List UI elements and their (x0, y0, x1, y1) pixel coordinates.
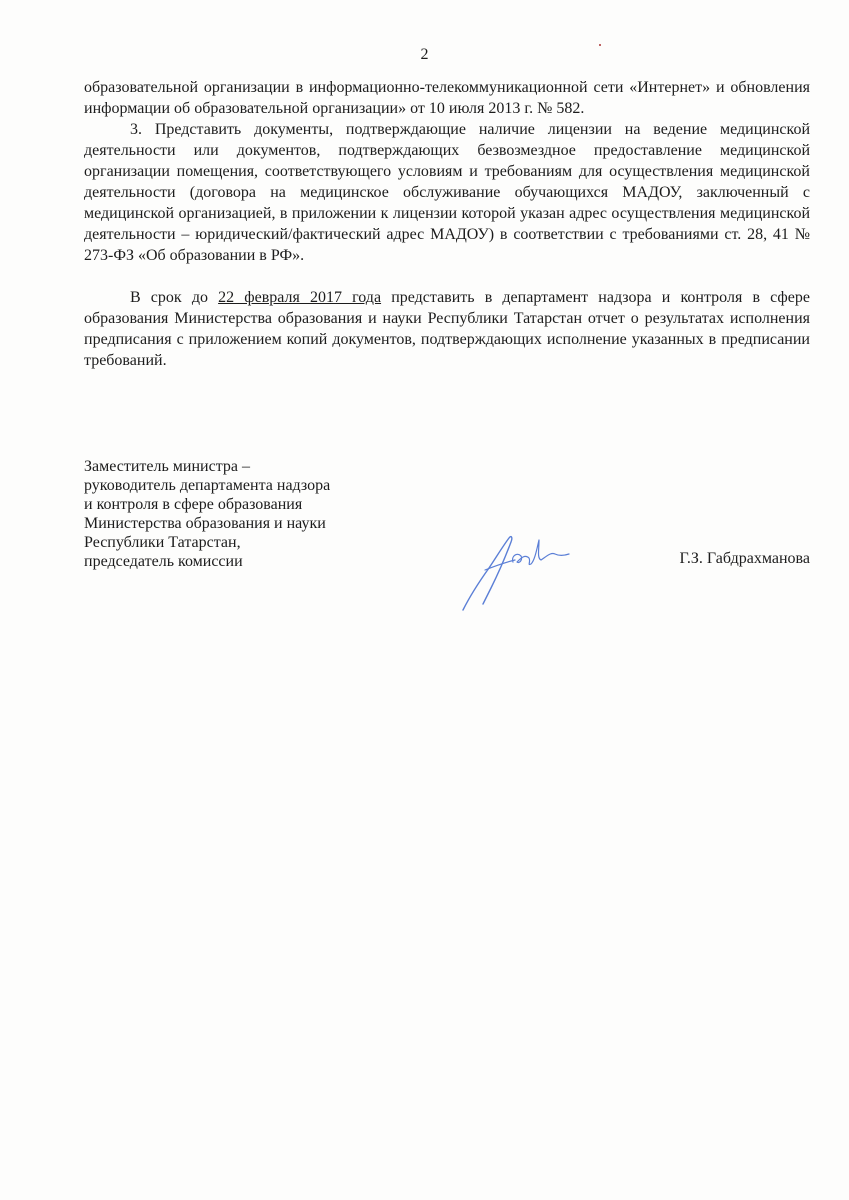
paragraph-deadline (84, 287, 810, 371)
signatory-title-line: руководитель департамента надзора (84, 477, 331, 494)
signature-stroke (463, 537, 512, 610)
signatory-name: Г.З. Габдрахманова (679, 550, 810, 567)
ink-speck (599, 44, 601, 46)
handwritten-signature (455, 526, 575, 616)
deadline-date: 22 февраля 2017 года (218, 289, 382, 306)
signatory-title-line: и контроля в сфере образования (84, 496, 303, 513)
page-number: 2 (420, 46, 429, 63)
deadline-rest: представить в департамент надзора и контроля в сфере образования Министерства образования и науки Республики Татарстан отчет о результатах исполнения предписания с приложением копий документов, подтверждающих исполнение указанных в предписании требований. (84, 289, 811, 369)
deadline-prefix: В срок до (130, 289, 219, 306)
signatory-title-line: Республики Татарстан, (84, 534, 241, 551)
signatory-title-line: Министерства образования и науки (84, 515, 326, 532)
signatory-title-line: Заместитель министра – (84, 458, 250, 475)
paragraph-continuation: образовательной организации в информационно-телекоммуникационной сети «Интернет» и обновления информации об образовательной организации» от 10 июля 2013 г. № 582. (84, 79, 810, 117)
paragraph-item-3: 3. Представить документы, подтверждающие наличие лицензии на ведение медицинской деятельности или документов, подтверждающих безвозмездное предоставление медицинской организации помещения, соответствующего условиям и требованиям для осуществления медицинской деятельности (договора на медицинское обслуживание обучающихся МАДОУ, заключенный с медицинской организацией, в приложении к лицензии которой указан адрес осуществления медицинской деятельности – юридический/фактический адрес МАДОУ) в соответствии с требованиями ст. 28, 41 № 273-ФЗ «Об образовании в РФ». (84, 121, 810, 264)
signatory-title (84, 457, 404, 571)
signatory-title-line: председатель комиссии (84, 553, 243, 570)
document-body (84, 77, 810, 371)
